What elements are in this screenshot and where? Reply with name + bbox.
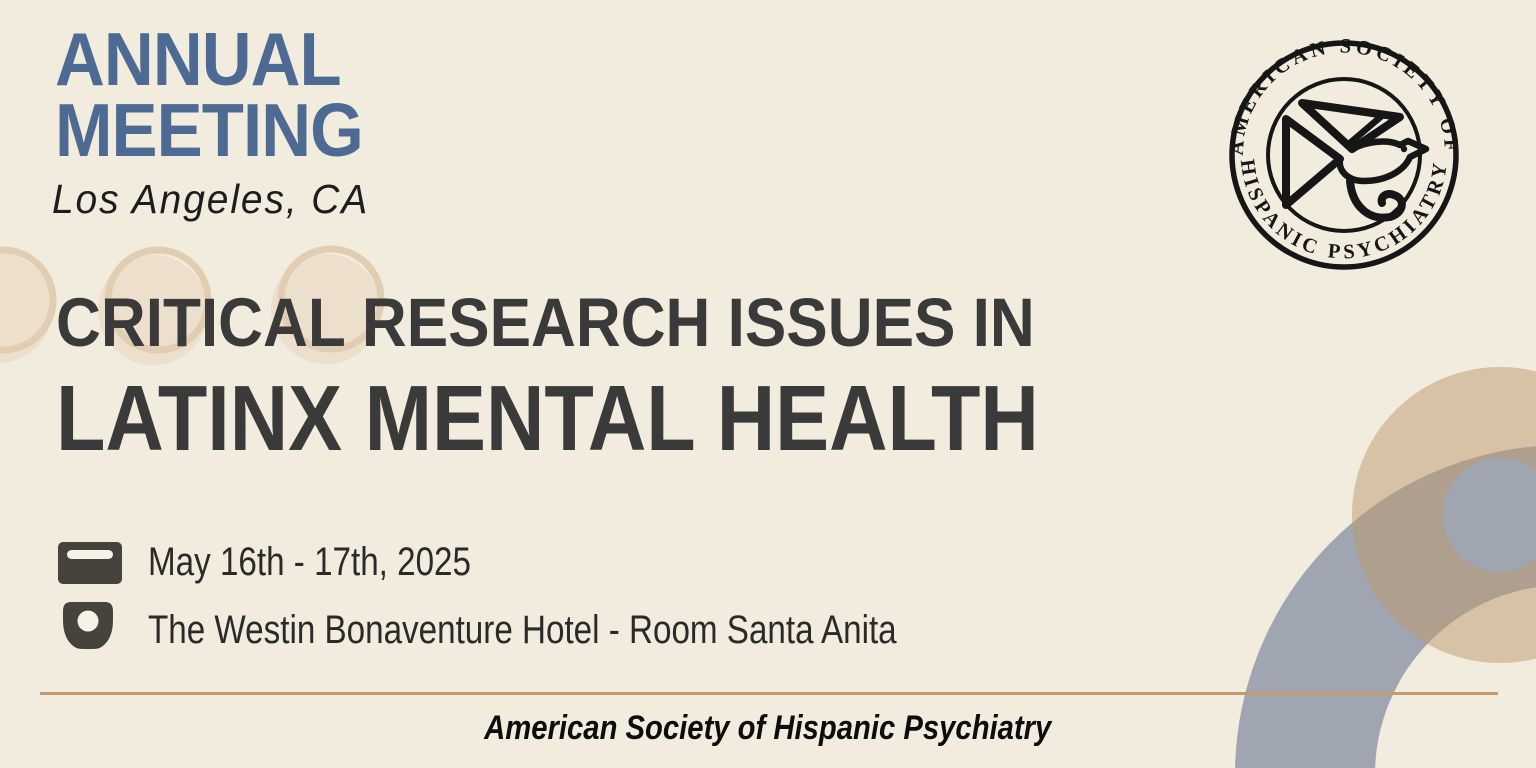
event-title-line-1: CRITICAL RESEARCH ISSUES IN	[56, 284, 1035, 361]
kicker-line-1: ANNUAL	[55, 17, 341, 101]
annual-meeting-heading	[55, 17, 390, 173]
society-seal-logo	[1224, 35, 1464, 275]
seal-text-bottom-path: HISPANIC PSYCHIATRY	[1235, 157, 1453, 264]
event-date: May 16th - 17th, 2025	[148, 540, 471, 584]
footer-divider	[40, 692, 1498, 695]
kicker-line-2: MEETING	[55, 88, 363, 173]
event-title-line-2: LATINX MENTAL HEALTH	[56, 366, 1039, 470]
dove-icon	[1286, 103, 1426, 218]
city-label: Los Angeles, CA	[52, 176, 370, 222]
organization-name: American Society of Hispanic Psychiatry	[484, 709, 1052, 747]
location-pin-icon	[61, 602, 115, 650]
event-location: The Westin Bonaventure Hotel - Room Santa Anita	[148, 608, 897, 652]
seal-text-top-path: AMERICAN SOCIETY OF	[1225, 35, 1463, 157]
calendar-icon	[58, 542, 122, 584]
footer	[0, 709, 1536, 748]
